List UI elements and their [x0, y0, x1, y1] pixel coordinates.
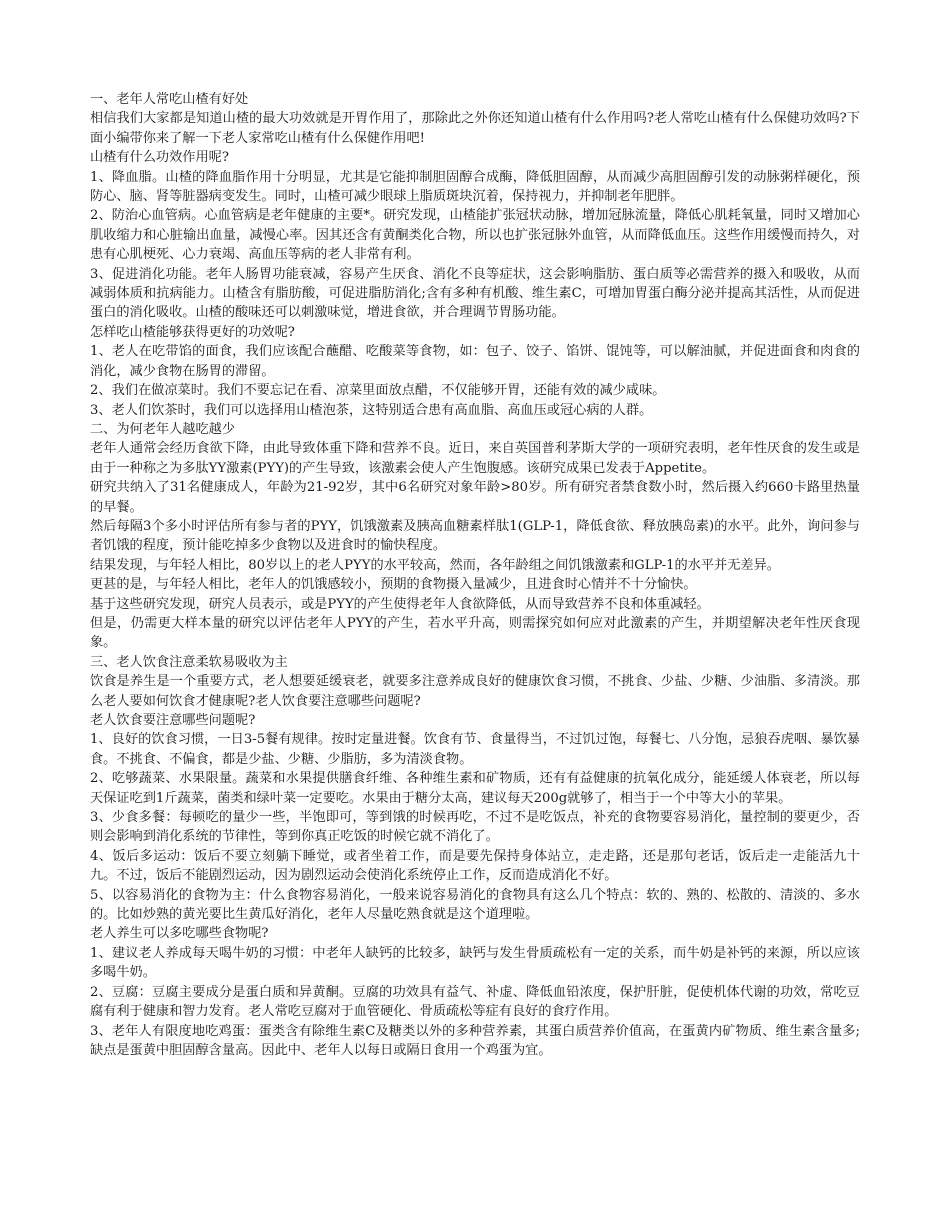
paragraph: 研究共纳入了31名健康成人，年龄为21-92岁，其中6名研究对象年龄>80岁。所有研究者禁食数小时，然后摄入约660卡路里热量的早餐。 [90, 480, 860, 515]
list-item: 2、豆腐：豆腐主要成分是蛋白质和异黄酮。豆腐的功效具有益气、补虚、降低血铅浓度，保护肝脏，促使机体代谢的功效，常吃豆腐有利于健康和智力发育。老人常吃豆腐对于血管硬化、骨质疏松等症有良好的食疗作用。 [90, 984, 860, 1020]
paragraph: 结果发现，与年轻人相比，80岁以上的老人PYY的水平较高，然而，各年龄组之间饥饿激素和GLP-1的水平并无差异。 [90, 557, 780, 573]
paragraph: 但是，仍需更大样本量的研究以评估老年人PYY的产生，若水平升高，则需探究如何应对此激素的产生，并期望解决老年性厌食现象。 [90, 615, 860, 651]
list-item: 1、良好的饮食习惯，一日3-5餐有规律。按时定量进餐。饮食有节、食量得当，不过饥过饱，每餐七、八分饱，忌狼吞虎咽、暴饮暴食。不挑食、不偏食，都是少盐、少糖、少脂肪，多为清淡食物。 [90, 732, 860, 767]
list-item: 1、建议老人养成每天喝牛奶的习惯：中老年人缺钙的比较多，缺钙与发生骨质疏松有一定的关系，而牛奶是补钙的来源，所以应该多喝牛奶。 [90, 945, 860, 981]
subheading: 怎样吃山楂能够获得更好的功效呢? [90, 324, 295, 340]
section-heading-3: 三、老人饮食注意柔软易吸收为主 [90, 654, 288, 670]
paragraph: 老年人通常会经历食欲下降，由此导致体重下降和营养不良。近日，来自英国普利茅斯大学的一项研究表明，老年性厌食的发生或是由于一种称之为多肽YY激素(PYY)的产生导致，该激素会使人产生饱腹感。该研究成果已发表于Appetite。 [90, 441, 860, 476]
list-item: 1、老人在吃带馅的面食，我们应该配合蘸醋、吃酸菜等食物，如：包子、饺子、馅饼、馄饨等，可以解油腻，并促进面食和肉食的消化，减少食物在肠胃的滞留。 [90, 344, 860, 379]
subheading: 山楂有什么功效作用呢? [90, 150, 229, 166]
subheading: 老人饮食要注意哪些问题呢? [90, 713, 256, 728]
list-item: 3、老人们饮茶时，我们可以选择用山楂泡茶，这特别适合患有高血脂、高血压或冠心病的人群。 [90, 402, 653, 418]
list-item: 2、吃够蔬菜、水果限量。蔬菜和水果提供膳食纤维、各种维生素和矿物质，还有有益健康的抗氧化成分，能延缓人体衰老，所以每天保证吃到1斤蔬菜，菌类和绿叶菜一定要吃。水果由于糖分太高，建议每天200g就够了，相当于一个中等大小的苹果。 [90, 771, 860, 806]
paragraph: 基于这些研究发现，研究人员表示，或是PYY的产生使得老年人食欲降低，从而导致营养不良和体重减轻。 [90, 596, 710, 612]
subheading: 老人养生可以多吃哪些食物呢? [90, 926, 269, 942]
list-item: 3、少食多餐：每顿吃的量少一些，半饱即可，等到饿的时候再吃，不过不是吃饭点，补充的食物要容易消化，量控制的要更少，否则会影响到消化系统的节律性，等到你真正吃饭的时候它就不消化了。 [90, 810, 860, 845]
list-item: 3、老年人有限度地吃鸡蛋：蛋类含有除维生素C及糖类以外的多种营养素，其蛋白质营养价值高，在蛋黄内矿物质、维生素含量多;缺点是蛋黄中胆固醇含量高。因此中、老年人以每日或隔日食用一个鸡蛋为宜。 [90, 1023, 860, 1058]
paragraph: 更甚的是，与年轻人相比，老年人的饥饿感较小，预期的食物摄入量减少，且进食时心情并不十分愉快。 [90, 577, 697, 593]
list-item: 2、防治心血管病。心血管病是老年健康的主要*。研究发现，山楂能扩张冠状动脉，增加冠脉流量，降低心肌耗氧量，同时又增加心肌收缩力和心脏输出血量，减慢心率。因其还含有黄酮类化合物，所以也扩张冠脉外血管，从而降低血压。这些作用缓慢而持久，对患有心肌梗死、心力衰竭、高血压等病的老人非常有利。 [90, 208, 860, 263]
list-item: 2、我们在做凉菜时。我们不要忘记在看、凉菜里面放点醋，不仅能够开胃，还能有效的减少咸味。 [90, 383, 666, 399]
list-item: 4、饭后多运动：饭后不要立刻躺下睡觉，或者坐着工作，而是要先保持身体站立，走走路，还是那句老话，饭后走一走能活九十九。不过，饭后不能剧烈运动，因为剧烈运动会使消化系统停止工作，反而造成消化不好。 [90, 848, 860, 884]
section-heading-2: 二、为何老年人越吃越少 [90, 421, 236, 437]
paragraph: 然后每隔3个多小时评估所有参与者的PYY，饥饿激素及胰高血糖素样肽1(GLP-1，降低食欲、释放胰岛素)的水平。此外，询问参与者饥饿的程度，预计能吃掉多少食物以及进食时的愉快程度。 [90, 518, 860, 554]
section-heading-1: 一、老年人常吃山楂有好处 [90, 92, 249, 107]
list-item: 3、促进消化功能。老年人肠胃功能衰减，容易产生厌食、消化不良等症状，这会影响脂肪、蛋白质等必需营养的摄入和吸收，从而减弱体质和抗病能力。山楂含有脂肪酸，可促进脂肪消化;含有多种有机酸、维生素C，可增加胃蛋白酶分泌并提高其活性，从而促进蛋白的消化吸收。山楂的酸味还可以刺激味觉，增进食欲，并合理调节胃肠功能。 [90, 266, 860, 321]
paragraph: 饮食是养生是一个重要方式，老人想要延缓衰老，就要多注意养成良好的健康饮食习惯，不挑食、少盐、少糖、少油脂、多清淡。那么老人要如何饮食才健康呢?老人饮食要注意哪些问题呢? [90, 674, 860, 709]
list-item: 5、以容易消化的食物为主：什么食物容易消化，一般来说容易消化的食物具有这么几个特点：软的、熟的、松散的、清淡的、多水的。比如炒熟的黄光要比生黄瓜好消化，老年人尽量吃熟食就是这个道理啦。 [90, 887, 860, 923]
list-item: 1、降血脂。山楂的降血脂作用十分明显，尤其是它能抑制胆固醇合成酶，降低胆固醇，从而减少高胆固醇引发的动脉粥样硬化，预防心、脑、肾等脏器病变发生。同时，山楂可减少眼球上脂质斑块沉着，保持视力，并抑制老年肥胖。 [90, 169, 860, 205]
document-body [90, 90, 860, 1060]
paragraph: 相信我们大家都是知道山楂的最大功效就是开胃作用了，那除此之外你还知道山楂有什么作用吗?老人常吃山楂有什么保健功效吗?下面小编带你来了解一下老人家常吃山楂有什么保健作用吧! [90, 111, 860, 146]
